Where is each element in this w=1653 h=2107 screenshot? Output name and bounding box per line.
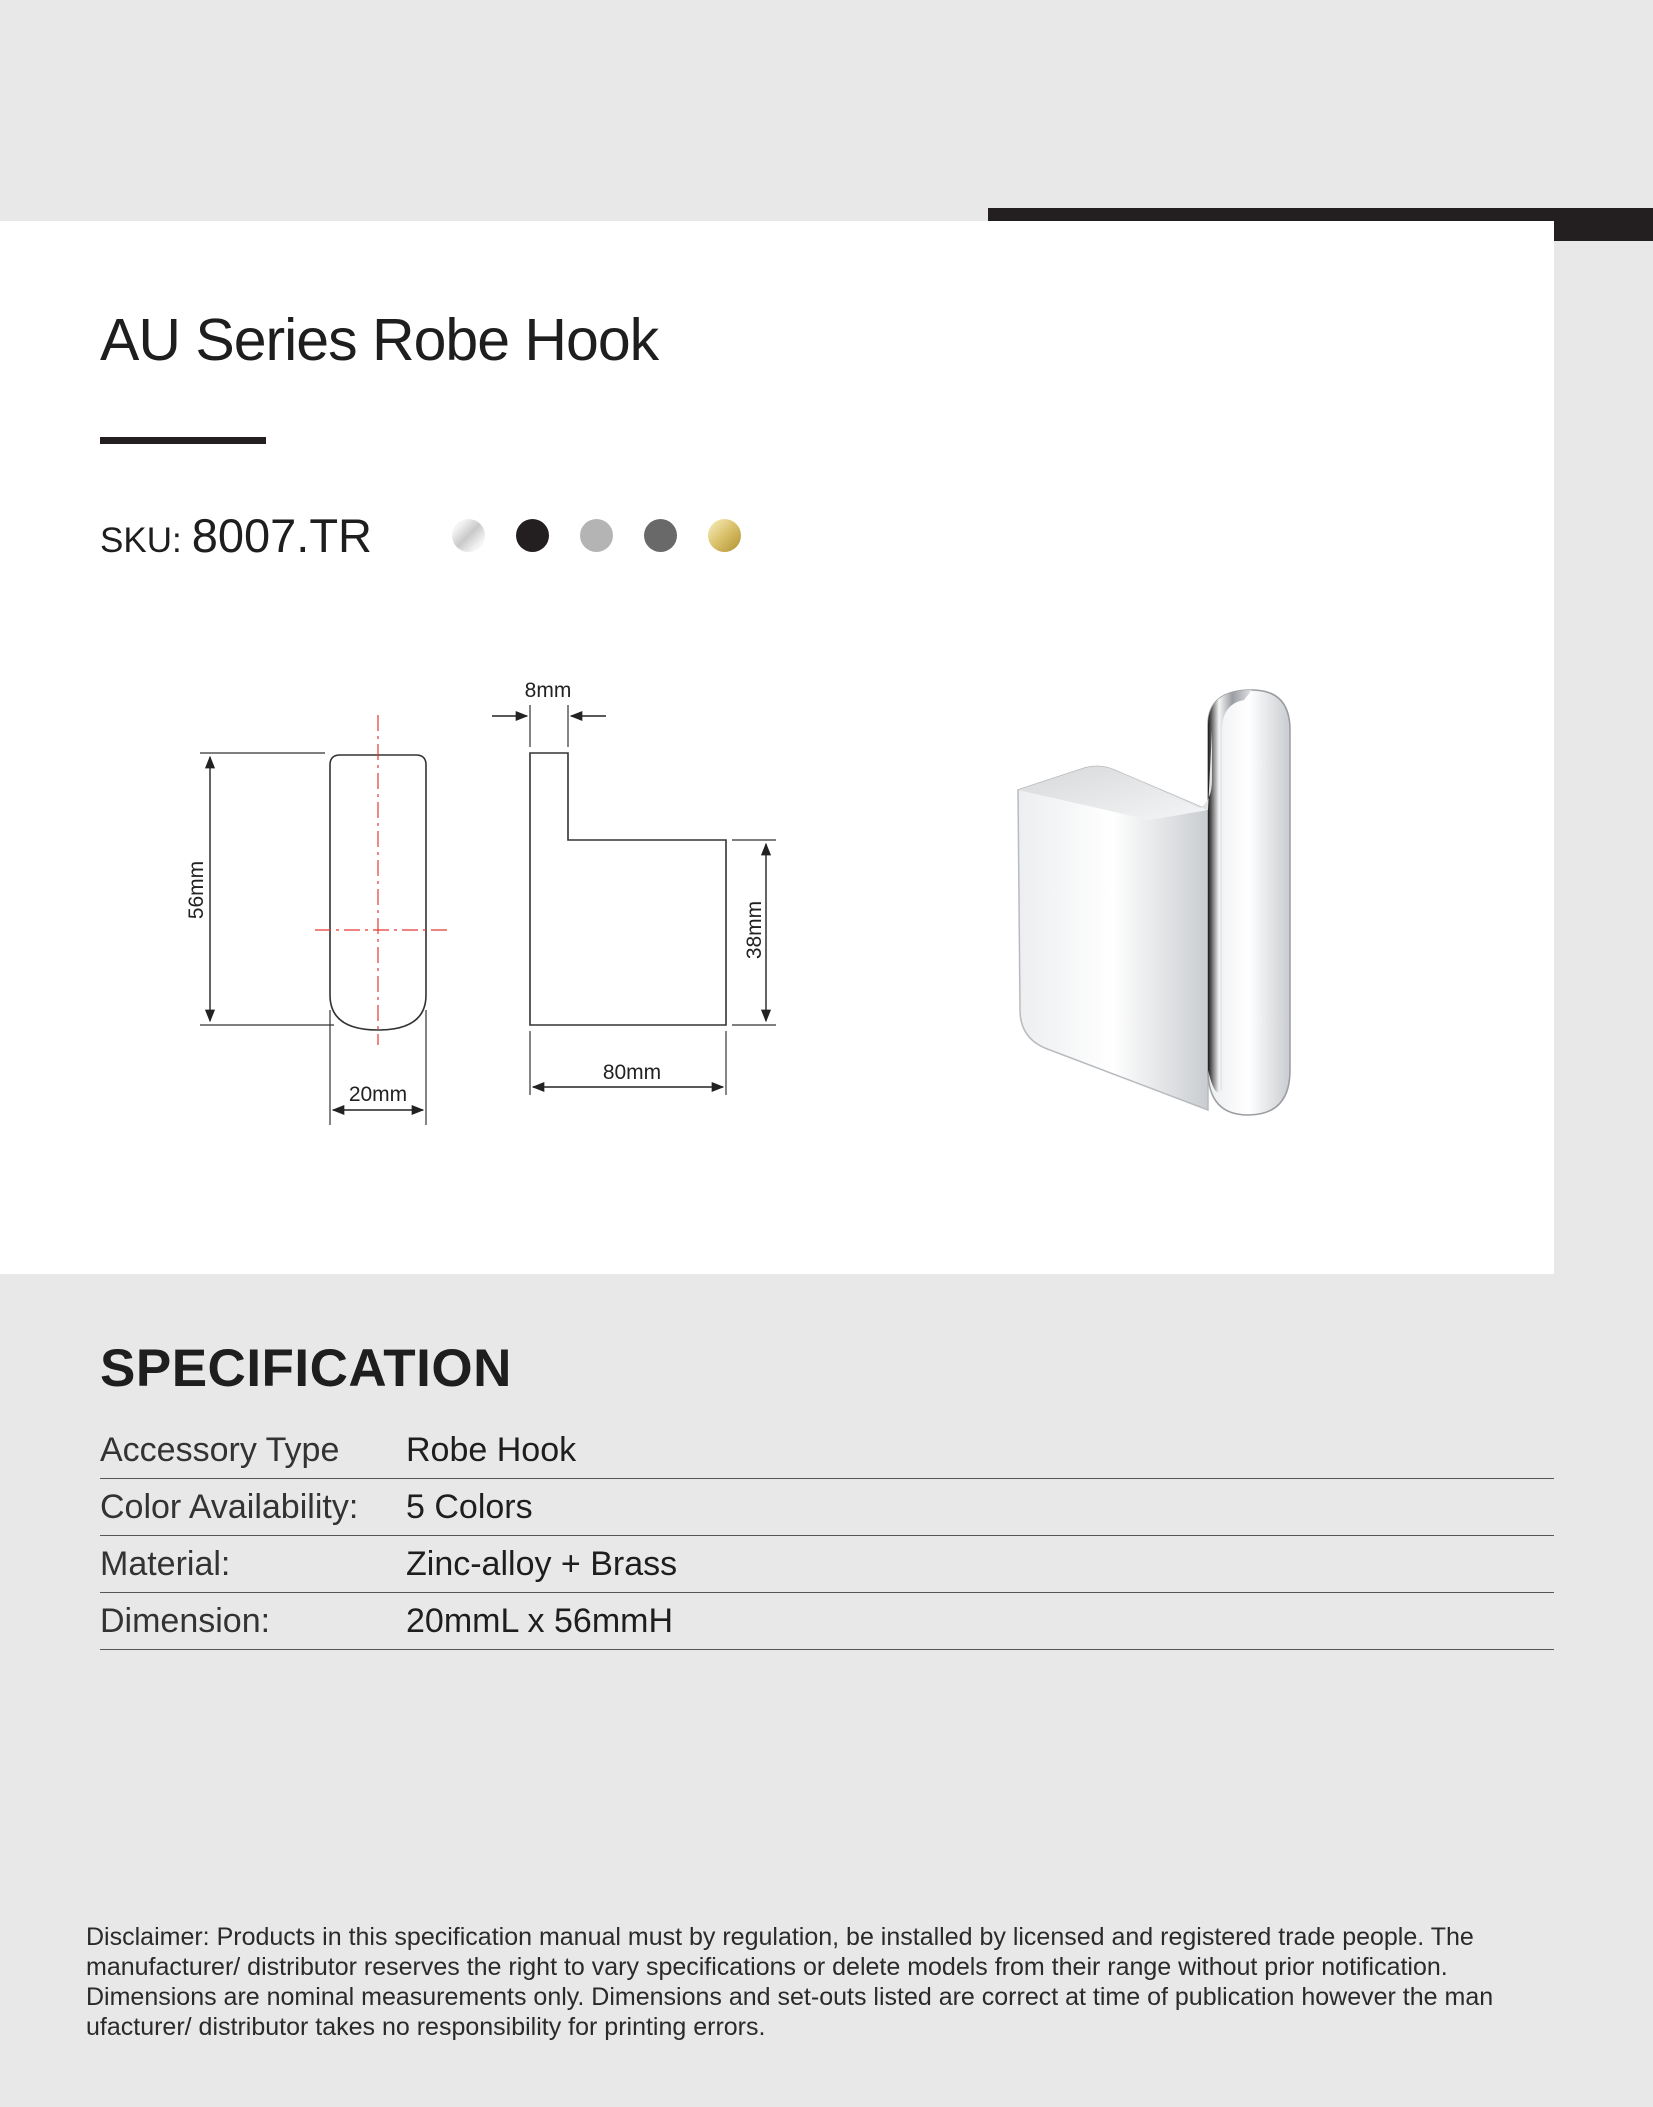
spec-value: Zinc-alloy + Brass: [406, 1544, 678, 1583]
spec-row: [100, 1536, 1554, 1593]
spec-row: [100, 1422, 1554, 1479]
dim-80mm: 80mm: [602, 1061, 662, 1084]
dim-20mm: 20mm: [348, 1083, 408, 1106]
spec-value: Robe Hook: [406, 1430, 577, 1469]
swatch-black[interactable]: [516, 519, 549, 552]
sku-line: [100, 508, 372, 563]
front-view: [200, 715, 448, 1125]
sku-label: SKU:: [100, 521, 182, 560]
dim-56mm: 56mm: [185, 860, 208, 920]
swatch-brushed-gold[interactable]: [708, 519, 741, 552]
swatch-chrome[interactable]: [452, 519, 485, 552]
spec-row: [100, 1593, 1554, 1650]
spec-label: Material:: [100, 1544, 231, 1583]
technical-drawing: [170, 665, 800, 1145]
spec-label: Accessory Type: [100, 1430, 340, 1469]
product-title: AU Series Robe Hook: [100, 307, 659, 373]
product-photo: [990, 670, 1370, 1120]
spec-value: 20mmL x 56mmH: [406, 1601, 674, 1640]
swatch-brushed-nickel[interactable]: [580, 519, 613, 552]
swatch-gunmetal[interactable]: [644, 519, 677, 552]
specification-table: [100, 1422, 1554, 1650]
spec-label: Dimension:: [100, 1601, 271, 1640]
spec-value: 5 Colors: [406, 1487, 533, 1526]
sku-value: 8007.TR: [191, 509, 372, 562]
color-swatches: [452, 519, 741, 552]
spec-row: [100, 1479, 1554, 1536]
side-view: [492, 705, 776, 1095]
spec-label: Color Availability:: [100, 1487, 359, 1526]
disclaimer-text: Disclaimer: Products in this specification manual must by regulation, be installed by licensed and registered trade people. The manufacturer/ distributor reserves the right to vary specifications or delete models from their range without prior notification. Dimensions are nominal measurements only. Dimensions and set-outs listed are correct at time of publication however the man ufacturer/ distributor takes no responsibility for printing errors.: [86, 1923, 1494, 2041]
specification-title: SPECIFICATION: [100, 1339, 512, 1398]
dim-38mm: 38mm: [743, 900, 766, 960]
title-underline: [100, 437, 266, 444]
dim-8mm: 8mm: [524, 679, 572, 702]
